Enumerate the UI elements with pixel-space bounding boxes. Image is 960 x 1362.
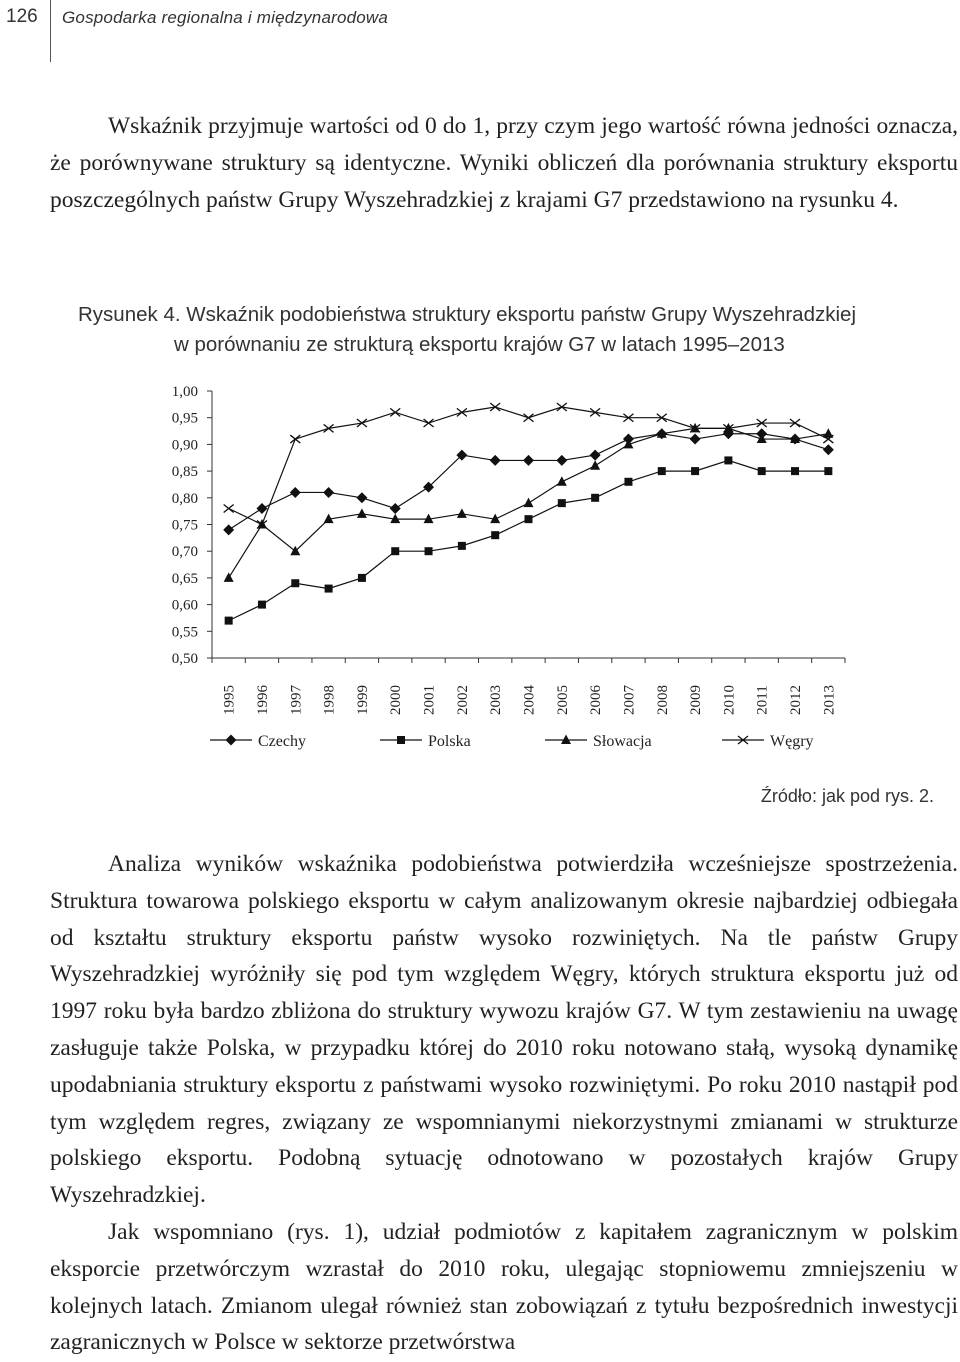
data-point bbox=[391, 547, 399, 555]
x-tick-label: 2012 bbox=[788, 685, 805, 715]
marker-diamond bbox=[523, 455, 534, 466]
data-point bbox=[291, 579, 299, 587]
y-tick-label: 0,90 bbox=[171, 437, 198, 454]
data-point bbox=[690, 434, 701, 445]
caption-line-2: w porównaniu ze strukturą eksportu krajów G7 w latach 1995–2013 bbox=[174, 333, 785, 356]
caption-line-1: Rysunek 4. Wskaźnik podobieństwa struktury eksportu państw Grupy Wyszehradzkiej bbox=[78, 303, 856, 326]
marker-square bbox=[724, 456, 732, 464]
marker-square bbox=[758, 467, 766, 475]
legend-item bbox=[210, 733, 306, 750]
series-polska bbox=[225, 456, 833, 624]
data-point bbox=[824, 467, 832, 475]
data-point bbox=[256, 503, 267, 514]
data-point bbox=[490, 455, 501, 466]
figure-source: Źródło: jak pod rys. 2. bbox=[760, 786, 934, 806]
marker-square bbox=[791, 467, 799, 475]
data-point bbox=[323, 487, 334, 498]
x-tick-label: 2007 bbox=[621, 685, 638, 715]
marker-x bbox=[524, 414, 534, 422]
data-point bbox=[258, 601, 266, 609]
x-tick-label: 2002 bbox=[454, 685, 471, 715]
marker-triangle bbox=[524, 498, 534, 508]
marker-square bbox=[425, 547, 433, 555]
running-title: Gospodarka regionalna i międzynarodowa bbox=[62, 8, 389, 27]
data-point bbox=[823, 444, 834, 455]
x-tick-label: 2000 bbox=[388, 685, 405, 715]
data-point bbox=[758, 467, 766, 475]
header-divider bbox=[50, 0, 51, 62]
data-point bbox=[290, 435, 300, 443]
legend-label: Czechy bbox=[258, 733, 306, 750]
series-s-owacja bbox=[224, 423, 834, 582]
marker-square bbox=[491, 531, 499, 539]
marker-triangle bbox=[557, 476, 567, 486]
page-number: 126 bbox=[6, 6, 38, 27]
data-point bbox=[491, 531, 499, 539]
marker-x bbox=[390, 408, 400, 416]
x-tick-label: 2005 bbox=[554, 685, 571, 715]
page-header bbox=[0, 0, 960, 62]
marker-x bbox=[224, 504, 234, 512]
marker-diamond bbox=[223, 524, 234, 535]
data-point bbox=[524, 498, 534, 508]
x-tick-label: 2008 bbox=[654, 685, 671, 715]
marker-square bbox=[397, 736, 405, 744]
data-point bbox=[523, 455, 534, 466]
marker-diamond bbox=[490, 455, 501, 466]
y-tick-label: 0,80 bbox=[171, 490, 198, 507]
x-tick-label: 2001 bbox=[421, 685, 438, 715]
data-point bbox=[390, 503, 401, 514]
x-tick-label: 1998 bbox=[321, 685, 338, 715]
marker-square bbox=[258, 601, 266, 609]
x-tick-label: 2010 bbox=[721, 685, 738, 715]
x-tick-label: 2006 bbox=[588, 685, 605, 715]
data-point bbox=[224, 504, 234, 512]
marker-diamond bbox=[323, 487, 334, 498]
marker-diamond bbox=[256, 503, 267, 514]
data-point bbox=[325, 585, 333, 593]
data-point bbox=[624, 478, 632, 486]
marker-triangle bbox=[357, 508, 367, 518]
x-tick-label: 1997 bbox=[288, 685, 305, 715]
data-point bbox=[590, 460, 600, 470]
marker-x bbox=[424, 419, 434, 427]
data-point bbox=[458, 542, 466, 550]
y-tick-label: 0,55 bbox=[171, 624, 198, 641]
marker-square bbox=[591, 494, 599, 502]
similarity-line-chart bbox=[150, 378, 860, 768]
marker-square bbox=[291, 579, 299, 587]
legend-item bbox=[380, 733, 471, 750]
data-point bbox=[425, 547, 433, 555]
chart-axes bbox=[212, 391, 845, 658]
data-point bbox=[290, 487, 301, 498]
marker-square bbox=[225, 617, 233, 625]
chart-series bbox=[223, 403, 834, 625]
paragraph-analysis-part-1: Analiza wyników wskaźnika podobieństwa potwierdziła wcześniejsze spostrzeżenia. Struktura towarowa polskiego eksportu w całym analizowanym okresie najbardziej odbiegała od kształtu struktury eksportu państw wysoko rozwiniętych. Na tle państw Grupy Wyszehradzkiej wyróżniły się pod tym względem Węgry, których struktura eksportu już od 1997 roku była bardzo zbliżona do struktury wywozu krajów G7. W tym zestawieniu na uwagę zasługuje także Polska, w przypadku której do 2010 roku notowano stałą, wysoką dynamikę upodabniania struktury eksportu z państwami wysoko rozwiniętymi. Po roku 2010 nastąpił pod tym względem regres, związany ze wspomnianymi niekorzystnymi zmianami w strukturze polskiego eksportu. Podobną sytuację odnotowano w pozostałych krajów Grupy Wyszehradzkiej. bbox=[50, 851, 958, 1209]
y-tick-label: 0,60 bbox=[171, 597, 198, 614]
data-point bbox=[224, 572, 234, 582]
marker-diamond bbox=[226, 735, 237, 746]
y-tick-label: 0,75 bbox=[171, 517, 198, 534]
marker-x bbox=[290, 435, 300, 443]
marker-triangle bbox=[561, 735, 571, 745]
data-point bbox=[524, 414, 534, 422]
data-point bbox=[556, 455, 567, 466]
data-point bbox=[223, 524, 234, 535]
marker-square bbox=[691, 467, 699, 475]
figure-caption bbox=[78, 300, 948, 360]
marker-square bbox=[525, 515, 533, 523]
y-tick-label: 0,50 bbox=[171, 651, 198, 667]
data-point bbox=[225, 617, 233, 625]
x-tick-label: 2013 bbox=[821, 685, 838, 715]
data-point bbox=[590, 450, 601, 461]
paragraph-analysis bbox=[50, 846, 958, 1361]
data-point bbox=[557, 476, 567, 486]
y-tick-label: 0,65 bbox=[171, 570, 198, 587]
marker-diamond bbox=[290, 487, 301, 498]
x-axis-ticks bbox=[212, 658, 845, 715]
y-tick-label: 0,85 bbox=[171, 464, 198, 481]
y-tick-label: 1,00 bbox=[171, 384, 198, 400]
legend-item bbox=[545, 733, 652, 750]
legend-label: Węgry bbox=[770, 733, 814, 750]
data-point bbox=[591, 494, 599, 502]
legend-label: Słowacja bbox=[593, 733, 652, 750]
x-tick-label: 1995 bbox=[221, 685, 238, 715]
marker-square bbox=[325, 585, 333, 593]
y-tick-label: 0,70 bbox=[171, 544, 198, 561]
x-tick-label: 1999 bbox=[354, 685, 371, 715]
marker-diamond bbox=[356, 492, 367, 503]
marker-square bbox=[558, 499, 566, 507]
x-tick-label: 2004 bbox=[521, 685, 538, 715]
data-point bbox=[356, 492, 367, 503]
marker-diamond bbox=[590, 450, 601, 461]
marker-diamond bbox=[556, 455, 567, 466]
data-point bbox=[390, 408, 400, 416]
x-tick-label: 2003 bbox=[488, 685, 505, 715]
marker-triangle bbox=[457, 508, 467, 518]
marker-square bbox=[624, 478, 632, 486]
marker-diamond bbox=[690, 434, 701, 445]
data-point bbox=[357, 508, 367, 518]
paragraph-intro: Wskaźnik przyjmuje wartości od 0 do 1, przy czym jego wartość równa jedności oznacza, że porównywane struktury są identyczne. Wyniki obliczeń dla porównania struktury eksportu poszczególnych państw Grupy Wyszehradzkiej z krajami G7 przedstawiono na rysunku 4. bbox=[50, 113, 958, 213]
marker-triangle bbox=[590, 460, 600, 470]
x-tick-label: 2009 bbox=[688, 685, 705, 715]
marker-square bbox=[824, 467, 832, 475]
marker-square bbox=[358, 574, 366, 582]
y-axis-ticks bbox=[172, 384, 212, 667]
x-tick-label: 2011 bbox=[754, 685, 771, 715]
data-point bbox=[525, 515, 533, 523]
marker-square bbox=[458, 542, 466, 550]
marker-square bbox=[658, 467, 666, 475]
x-tick-label: 1996 bbox=[254, 685, 271, 715]
y-tick-label: 0,95 bbox=[171, 410, 198, 427]
marker-diamond bbox=[823, 444, 834, 455]
data-point bbox=[457, 508, 467, 518]
data-point bbox=[691, 467, 699, 475]
data-point bbox=[791, 467, 799, 475]
data-point bbox=[424, 419, 434, 427]
series-line bbox=[229, 460, 829, 620]
paragraph-analysis-part-2: Jak wspomniano (rys. 1), udział podmiotów z kapitałem zagranicznym w polskim eksporcie przetwórczym wzrastał do 2010 roku, ulegając stopniowemu zmniejszeniu w kolejnych latach. Zmianom ulegał również stan zobowiązań z tytułu bezpośrednich inwestycji zagranicznych w Polsce w sektorze przetwórstwa bbox=[50, 1218, 958, 1356]
marker-triangle bbox=[224, 572, 234, 582]
marker-square bbox=[391, 547, 399, 555]
legend-label: Polska bbox=[428, 733, 471, 750]
data-point bbox=[724, 456, 732, 464]
chart-legend bbox=[210, 733, 814, 750]
marker-diamond bbox=[390, 503, 401, 514]
data-point bbox=[658, 467, 666, 475]
data-point bbox=[558, 499, 566, 507]
legend-item bbox=[722, 733, 814, 750]
data-point bbox=[358, 574, 366, 582]
